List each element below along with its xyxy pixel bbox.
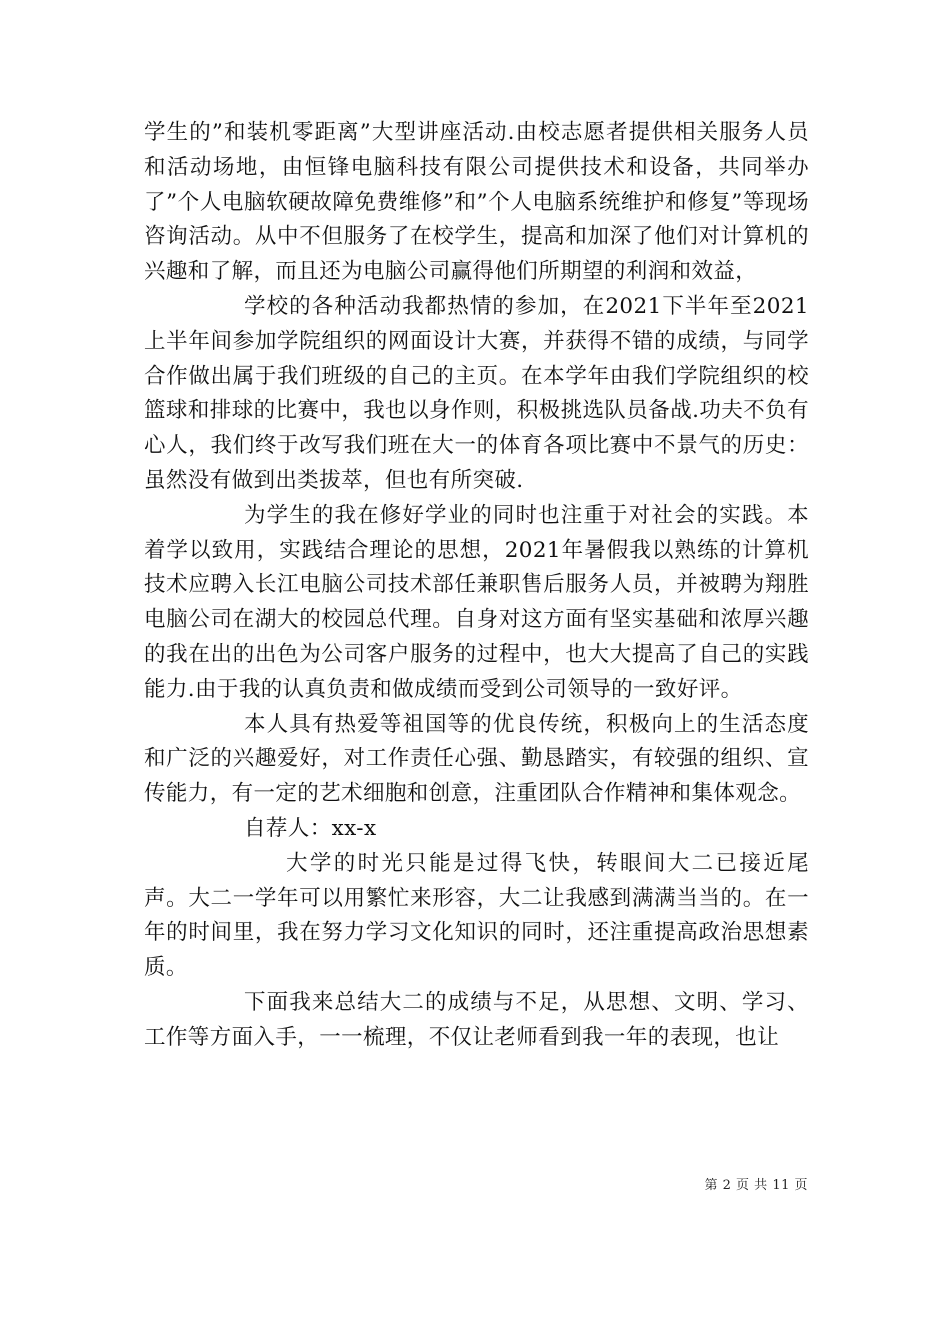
page-number: 第 2 页 共 11 页 (704, 1178, 808, 1193)
paragraph-personal-qualities: 本人具有热爱等祖国等的优良传统，积极向上的生活态度和广泛的兴趣爱好，对工作责任心强、勤恳踏实，有较强的组织、宣传能力，有一定的艺术细胞和创意，注重团队合作精神和集体观念。 (144, 711, 809, 807)
document-body (144, 116, 809, 1056)
signature-line: 自荐人：xx-x (244, 815, 377, 841)
paragraph-sophomore-summary: 大学的时光只能是过得飞快，转眼间大二已接近尾声。大二一学年可以用繁忙来形容，大二让我感到满满当当的。在一年的时间里，我在努力学习文化知识的同时，还注重提高政治思想素质。 (144, 850, 809, 981)
paragraph-social-practice: 为学生的我在修好学业的同时也注重于对社会的实践。本着学以致用，实践结合理论的思想，2021年暑假我以熟练的计算机技术应聘入长江电脑公司技术部任兼职售后服务人员，并被聘为翔胜电脑公司在湖大的校园总代理。自身对这方面有坚实基础和浓厚兴趣的我在出的出色为公司客户服务的过程中，也大大提高了自己的实践能力.由于我的认真负责和做成绩而受到公司领导的一致好评。 (144, 502, 809, 702)
paragraph-event-activities: 学生的”和装机零距离”大型讲座活动.由校志愿者提供相关服务人员和活动场地，由恒锋电脑科技有限公司提供技术和设备，共同举办了”个人电脑软硬故障免费维修”和”个人电脑系统维护和修复”等现场咨询活动。从中不但服务了在校学生，提高和加深了他们对计算机的兴趣和了解，而且还为电脑公司赢得他们所期望的利润和效益， (144, 120, 809, 285)
paragraph-school-activities: 学校的各种活动我都热情的参加，在2021下半年至2021上半年间参加学院组织的网面设计大赛，并获得不错的成绩，与同学合作做出属于我们班级的自己的主页。在本学年由我们学院组织的校篮球和排球的比赛中，我也以身作则，积极挑选队员备战.功夫不负有心人，我们终于改写我们班在大一的体育各项比赛中不景气的历史：虽然没有做到出类拔萃，但也有所突破. (144, 293, 809, 493)
paragraph-summary-intro: 下面我来总结大二的成绩与不足，从思想、文明、学习、工作等方面入手，一一梳理，不仅让老师看到我一年的表现，也让 (144, 989, 809, 1050)
